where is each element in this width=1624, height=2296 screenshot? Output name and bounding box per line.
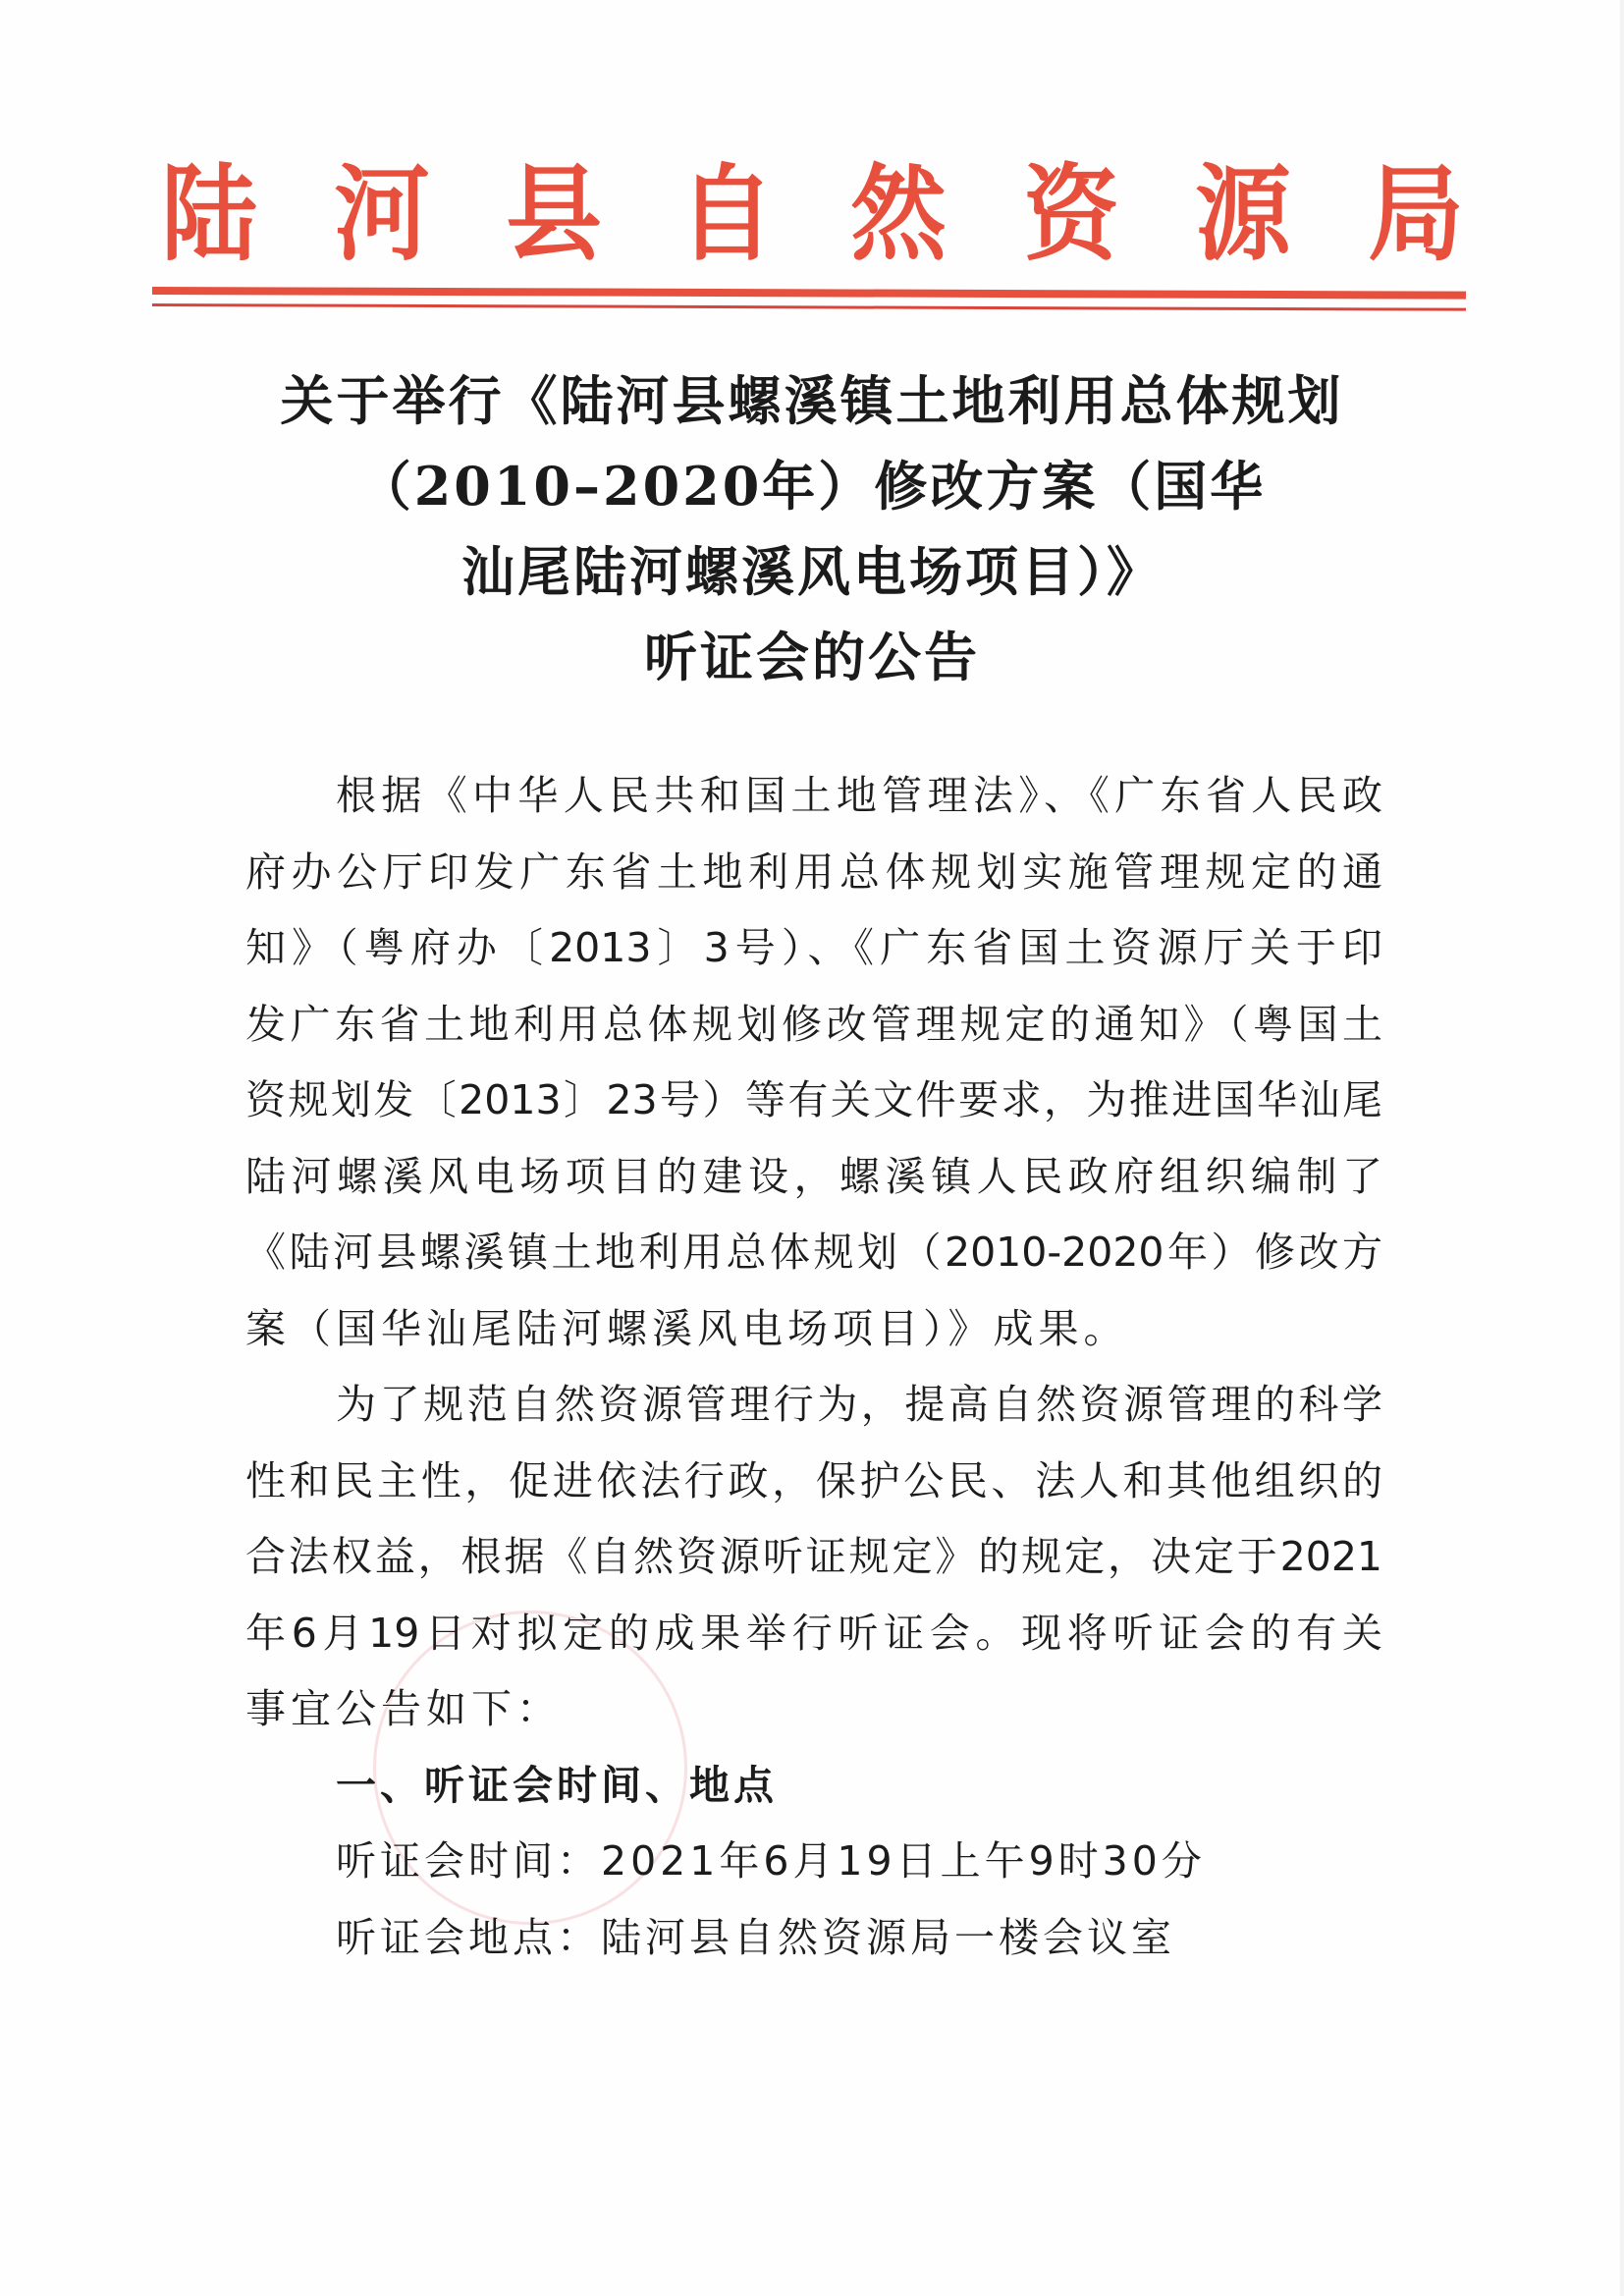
letterhead-char: 县 bbox=[506, 152, 602, 275]
body-line: 事宜公告如下： bbox=[245, 1685, 562, 1732]
body-line: 知》（粤府办〔2013〕3号）、《广东省国土资源厅关于印 bbox=[245, 924, 1382, 971]
letterhead-char: 资 bbox=[1023, 152, 1119, 275]
title-line: （2010–2020年）修改方案（国华 bbox=[357, 455, 1267, 518]
body-line: 陆河螺溪风电场项目的建设，螺溪镇人民政府组织编制了 bbox=[245, 1152, 1382, 1200]
document-title bbox=[196, 358, 1428, 700]
letterhead-org-name bbox=[157, 152, 1468, 275]
section-time-place bbox=[245, 1748, 1382, 1977]
body-line: 性和民主性，促进依法行政，保护公民、法人和其他组织的 bbox=[245, 1456, 1382, 1504]
body-line: 资规划发〔2013〕23号）等有关文件要求，为推进国华汕尾 bbox=[245, 1076, 1382, 1123]
paragraph-legal-basis bbox=[245, 758, 1382, 1367]
body-line: 根据《中华人民共和国土地管理法》、《广东省人民政 bbox=[336, 772, 1382, 819]
letterhead-rule-thick bbox=[152, 287, 1466, 300]
letterhead-char: 自 bbox=[677, 152, 775, 275]
letterhead-char: 局 bbox=[1368, 152, 1464, 275]
letterhead-char: 源 bbox=[1195, 152, 1292, 275]
hearing-place bbox=[245, 1900, 1382, 1977]
paragraph-purpose bbox=[245, 1367, 1382, 1748]
letterhead-rule-thin bbox=[152, 303, 1466, 311]
hearing-place-label: 听证会地点： bbox=[336, 1913, 601, 1961]
letterhead-char: 陆 bbox=[161, 152, 257, 275]
letterhead-char: 然 bbox=[850, 152, 947, 275]
section-heading: 一、听证会时间、地点 bbox=[336, 1761, 778, 1809]
body-line: 《陆河县螺溪镇土地利用总体规划（2010-2020年）修改方 bbox=[245, 1229, 1382, 1276]
letterhead-char: 河 bbox=[333, 152, 430, 275]
title-line: 听证会的公告 bbox=[644, 626, 980, 688]
body-line: 发广东省土地利用总体规划修改管理规定的通知》（粤国土 bbox=[245, 1000, 1382, 1048]
scan-edge bbox=[1620, 0, 1624, 2296]
hearing-time-label: 听证会时间： bbox=[336, 1837, 601, 1885]
hearing-time-value: 2021年6月19日上午9时30分 bbox=[601, 1837, 1206, 1885]
hearing-place-value: 陆河县自然资源局一楼会议室 bbox=[601, 1913, 1175, 1961]
title-line: 汕尾陆河螺溪风电场项目）》 bbox=[461, 540, 1163, 603]
body-line: 合法权益，根据《自然资源听证规定》的规定，决定于2021 bbox=[245, 1533, 1382, 1580]
hearing-time bbox=[245, 1824, 1382, 1900]
title-line: 关于举行《陆河县螺溪镇土地利用总体规划 bbox=[280, 369, 1344, 432]
body-line: 年6月19日对拟定的成果举行听证会。现将听证会的有关 bbox=[245, 1609, 1382, 1657]
body-line: 案（国华汕尾陆河螺溪风电场项目）》成果。 bbox=[245, 1304, 1129, 1352]
body-line: 府办公厅印发广东省土地利用总体规划实施管理规定的通 bbox=[245, 847, 1382, 896]
body-line: 为了规范自然资源管理行为，提高自然资源管理的科学 bbox=[336, 1381, 1382, 1428]
document-body bbox=[245, 758, 1382, 1976]
